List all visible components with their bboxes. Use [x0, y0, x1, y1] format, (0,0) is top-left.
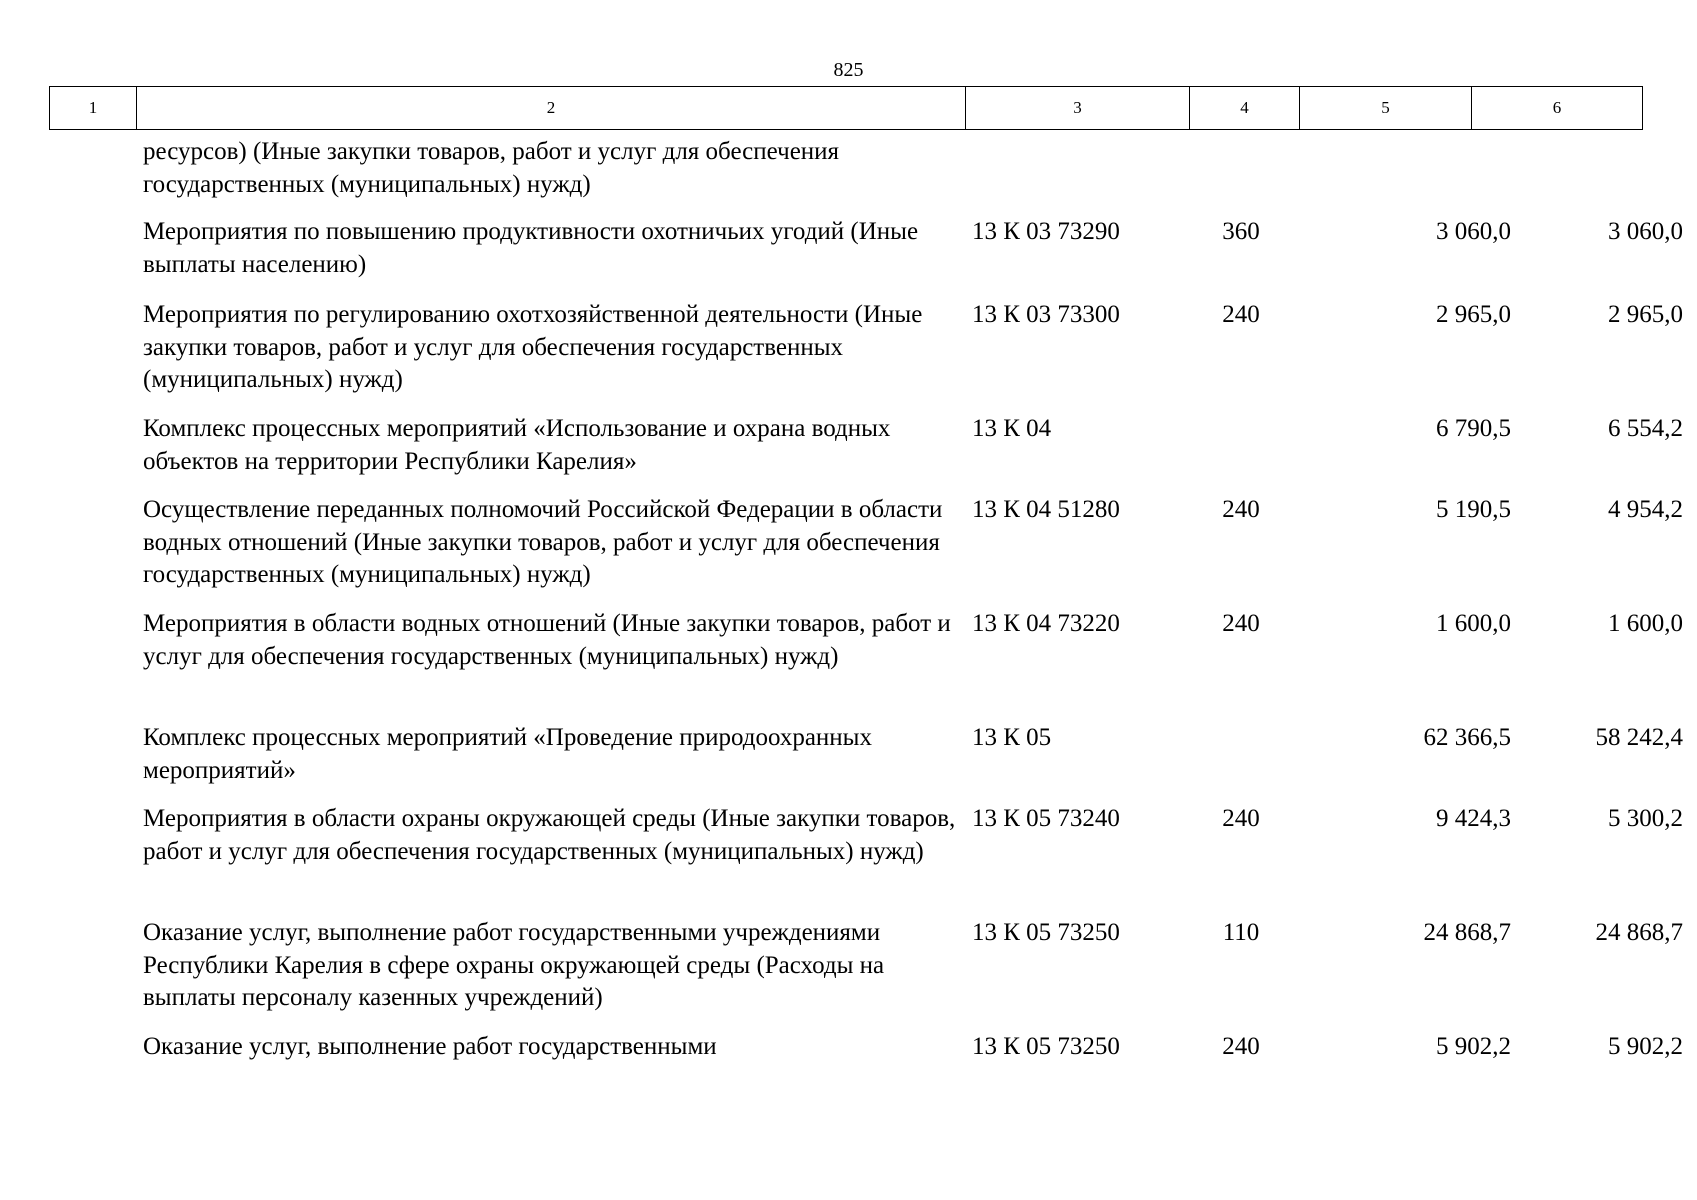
row-value-5: 9 424,3 [1436, 805, 1511, 832]
row-value-5: 5 190,5 [1436, 496, 1511, 523]
row-value-5: 1 600,0 [1436, 610, 1511, 637]
row-value-6: 3 060,0 [1608, 218, 1683, 245]
row-type: 360 [1222, 218, 1260, 245]
row-code: 13 К 05 73250 [972, 1033, 1120, 1060]
row-value-6: 58 242,4 [1595, 724, 1683, 751]
row-code: 13 К 03 73300 [972, 301, 1120, 328]
column-header-row [50, 87, 1643, 130]
row-description: Мероприятия в области водных отношений (Иные закупки товаров, работ и услуг для обеспечения государственных (муниципальных) нужд) [143, 610, 951, 670]
row-type: 110 [1222, 919, 1260, 946]
row-code: 13 К 05 73240 [972, 805, 1120, 832]
column-header-4: 4 [1190, 87, 1300, 130]
column-header-1: 1 [50, 87, 137, 130]
table-row [49, 1031, 1683, 1071]
row-code: 13 К 04 73220 [972, 610, 1120, 637]
row-value-5: 2 965,0 [1436, 301, 1511, 328]
column-header-3: 3 [966, 87, 1190, 130]
table-row [49, 413, 1683, 494]
table-row [49, 608, 1683, 722]
table-row [49, 136, 1642, 216]
row-value-6: 5 300,2 [1608, 805, 1683, 832]
column-header-5: 5 [1300, 87, 1472, 130]
row-description: Комплекс процессных мероприятий «Проведение природоохранных мероприятий» [143, 724, 872, 784]
table-row [49, 494, 1683, 608]
row-description: Комплекс процессных мероприятий «Использование и охрана водных объектов на территории Республики Карелия» [143, 415, 891, 475]
column-header-2: 2 [137, 87, 966, 130]
row-type: 240 [1222, 610, 1260, 637]
row-description: Осуществление переданных полномочий Российской Федерации в области водных отношений (Иные закупки товаров, работ и услуг для обеспечения государственных (муниципальных) нужд) [143, 496, 943, 588]
table-row [49, 299, 1683, 413]
row-code: 13 К 05 [972, 724, 1052, 751]
row-value-5: 62 366,5 [1423, 724, 1511, 751]
row-value-6: 1 600,0 [1608, 610, 1683, 637]
row-description: ресурсов) (Иные закупки товаров, работ и услуг для обеспечения государственных (муниципальных) нужд) [143, 138, 840, 198]
column-header-6: 6 [1472, 87, 1643, 130]
row-code: 13 К 04 [972, 415, 1052, 442]
row-value-6: 4 954,2 [1608, 496, 1683, 523]
row-type: 240 [1222, 1033, 1260, 1060]
row-type: 240 [1222, 496, 1260, 523]
row-value-6: 24 868,7 [1595, 919, 1683, 946]
row-type: 240 [1222, 805, 1260, 832]
page-number: 825 [833, 59, 864, 81]
row-code: 13 К 04 51280 [972, 496, 1120, 523]
table-body [49, 136, 1683, 1071]
row-description: Мероприятия по повышению продуктивности охотничьих угодий (Иные выплаты населению) [143, 218, 919, 278]
row-value-6: 6 554,2 [1608, 415, 1683, 442]
row-value-6: 2 965,0 [1608, 301, 1683, 328]
row-description: Мероприятия в области охраны окружающей среды (Иные закупки товаров, работ и услуг для обеспечения государственных (муниципальных) нужд) [143, 805, 956, 865]
row-value-5: 24 868,7 [1423, 919, 1511, 946]
row-code: 13 К 03 73290 [972, 218, 1120, 245]
row-type: 240 [1222, 301, 1260, 328]
row-value-5: 5 902,2 [1436, 1033, 1511, 1060]
row-value-5: 6 790,5 [1436, 415, 1511, 442]
table-row [49, 216, 1683, 299]
column-header-table [49, 86, 1643, 130]
table-row [49, 917, 1683, 1031]
row-description: Оказание услуг, выполнение работ государственными [143, 1033, 717, 1060]
row-description: Мероприятия по регулированию охотхозяйственной деятельности (Иные закупки товаров, работ и услуг для обеспечения государственных (муниципальных) нужд) [143, 301, 923, 393]
row-value-5: 3 060,0 [1436, 218, 1511, 245]
table-row [49, 803, 1683, 917]
row-description: Оказание услуг, выполнение работ государственными учреждениями Республики Карелия в сфере охраны окружающей среды (Расходы на выплаты персоналу казенных учреждений) [143, 919, 885, 1011]
table-row [49, 722, 1683, 803]
row-code: 13 К 05 73250 [972, 919, 1120, 946]
row-value-6: 5 902,2 [1608, 1033, 1683, 1060]
